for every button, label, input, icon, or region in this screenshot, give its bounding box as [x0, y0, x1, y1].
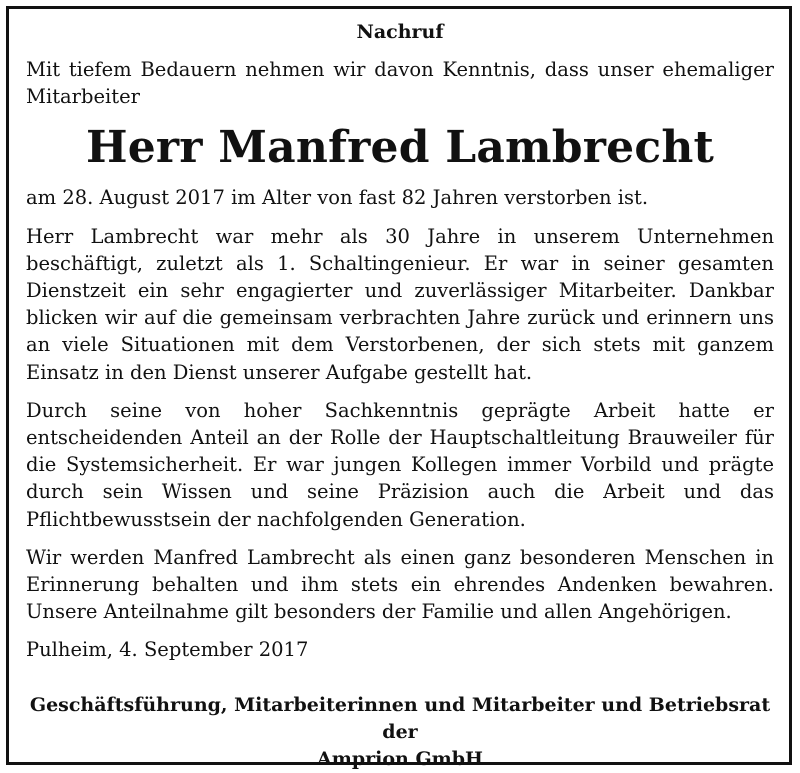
body-paragraph: Wir werden Manfred Lambrecht als einen ganz besonderen Menschen in Erinnerung behalten und ihm stets ein ehrendes Andenken bewahren. Unsere Anteilnahme gilt besonders der Familie und allen Angehörigen.	[26, 545, 774, 624]
obituary-notice	[26, 20, 774, 773]
company-name: Amprion GmbH	[316, 747, 484, 770]
body-paragraph: Herr Lambrecht war mehr als 30 Jahre in unserem Unternehmen beschäftigt, zuletzt als 1. Schaltingenieur. Er war in seiner gesamten Dienstzeit ein sehr engagierter und zuverlässiger Mitarbeiter. Dankbar blicken wir auf die gemeinsam verbrachten Jahre zurück und erinnern uns an viele Situationen mit dem Verstorbenen, der sich stets mit ganzem Einsatz in den Dienst unserer Aufgabe gestellt hat.	[26, 224, 774, 384]
notice-heading: Nachruf	[356, 21, 444, 43]
intro-text: Mit tiefem Bedauern nehmen wir davon Kenntnis, dass unser ehemaliger Mitarbeiter	[26, 58, 774, 109]
deceased-name: Herr Manfred Lambrecht	[85, 122, 715, 174]
signature-line: Geschäftsführung, Mitarbeiterinnen und Mitarbeiter und Betriebsrat der	[29, 693, 771, 743]
death-line: am 28. August 2017 im Alter von fast 82 Jahren verstorben ist.	[26, 186, 649, 210]
signature-block	[26, 692, 774, 773]
place-date: Pulheim, 4. September 2017	[26, 638, 309, 662]
body-paragraph: Durch seine von hoher Sachkenntnis geprägte Arbeit hatte er entscheidenden Anteil an der Rolle der Hauptschaltleitung Brauweiler für die Systemsicherheit. Er war jungen Kollegen immer Vorbild und prägte durch sein Wissen und seine Präzision auch die Arbeit und das Pflichtbewusstsein der nachfolgenden Generation.	[26, 398, 774, 531]
